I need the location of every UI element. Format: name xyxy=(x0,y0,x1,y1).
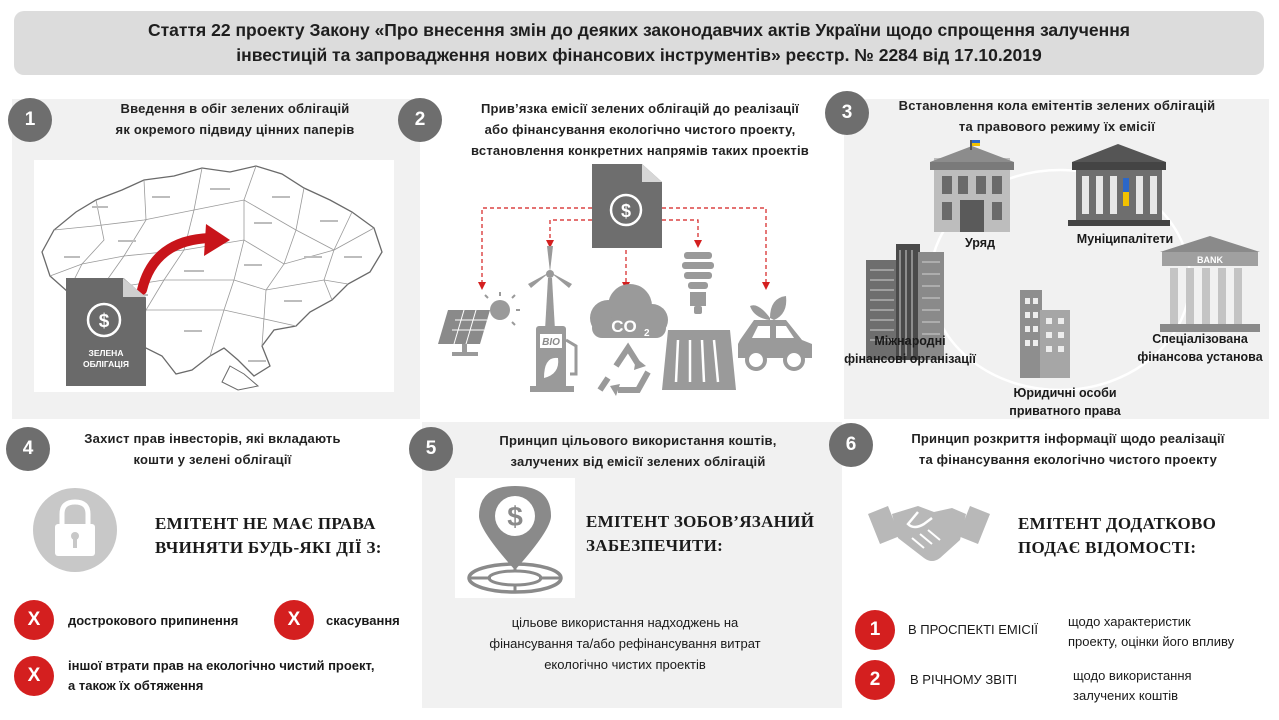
item-1-text: щодо характеристик проекту, оцінки його впливу xyxy=(1068,614,1235,649)
svg-text:$: $ xyxy=(507,501,523,532)
item-early-termination: дострокового припинення xyxy=(68,613,239,628)
item-other-loss: іншої втрати прав на екологічно чистий проект, а також їх обтяження xyxy=(68,658,375,693)
title-line-2: інвестицій та запровадження нових фінансових інструментів» реєстр. № 2284 від 17.10.2019 xyxy=(236,45,1042,65)
project-directions-diagram xyxy=(440,160,830,400)
svg-text:$: $ xyxy=(620,201,632,221)
private-company-building-icon xyxy=(1020,290,1070,378)
section-6-title: Принцип розкриття інформації щодо реалізації та фінансування екологічно чистого проекту xyxy=(911,431,1225,467)
title-line-1: Стаття 22 проекту Закону «Про внесення змін до деяких законодавчих актів України щодо спрощення залучення xyxy=(147,20,1131,40)
issuer-government: Уряд xyxy=(965,236,995,250)
section-4-title: Захист прав інвесторів, які вкладають кошти у зелені облігації xyxy=(84,431,341,467)
item-cancellation: скасування xyxy=(326,613,400,628)
x-mark-cancellation: X xyxy=(274,600,314,640)
svg-text:BANK: BANK xyxy=(1197,255,1223,265)
government-building-icon xyxy=(930,140,1014,232)
item-2-label: В РІЧНОМУ ЗВІТІ xyxy=(910,672,1018,687)
section-5-heading: ЕМІТЕНТ ЗОБОВ’ЯЗАНИЙ ЗАБЕЗПЕЧИТИ: xyxy=(586,512,815,555)
svg-text:2: 2 xyxy=(644,328,650,339)
section-5-number: 5 xyxy=(409,427,453,471)
location-dollar-icon xyxy=(455,478,575,598)
handshake-icon xyxy=(868,500,990,570)
section-6-heading: ЕМІТЕНТ ДОДАТКОВО ПОДАЄ ВІДОМОСТІ: xyxy=(1018,514,1217,557)
bank-building-icon xyxy=(1160,236,1260,332)
section-1-number: 1 xyxy=(8,98,52,142)
item-1-label: В ПРОСПЕКТІ ЕМІСІЇ xyxy=(908,622,1038,637)
lock-icon xyxy=(30,488,130,578)
issuer-specialized: Спеціалізована фінансова установа xyxy=(1137,332,1263,364)
section-3-title: Встановлення кола емітентів зелених облігацій та правового режиму їх емісії xyxy=(898,98,1216,134)
section-1-title: Введення в обіг зелених облігацій як окремого підвиду цінних паперів xyxy=(115,101,355,137)
item-2-number: 2 xyxy=(855,660,895,700)
section-3-number: 3 xyxy=(825,91,869,135)
issuer-private: Юридичні особи приватного права xyxy=(1009,386,1121,418)
ukraine-map xyxy=(34,160,394,392)
svg-text:CO: CO xyxy=(611,317,637,336)
issuer-international: Міжнародні фінансові організації xyxy=(844,334,976,366)
page-title xyxy=(14,11,1264,75)
section-2-title: Прив’язка емісії зелених облігацій до реалізації або фінансування екологічно чистого проекту, встановлення конкретних напрямів таких проектів xyxy=(471,101,809,158)
municipality-building-icon xyxy=(1068,144,1170,226)
section-4-number: 4 xyxy=(6,427,50,471)
section-5-title: Принцип цільового використання коштів, залучених від емісії зелених облігацій xyxy=(499,433,777,469)
issuer-municipalities: Муніципалітети xyxy=(1076,232,1174,246)
svg-text:$: $ xyxy=(98,311,110,332)
section-2-number: 2 xyxy=(398,98,442,142)
x-mark-other-loss: X xyxy=(14,656,54,696)
section-6-number: 6 xyxy=(829,423,873,467)
item-1-number: 1 xyxy=(855,610,895,650)
green-bond-label: ЗЕЛЕНА ОБЛІГАЦІЯ xyxy=(83,348,129,369)
issuers-diagram xyxy=(860,140,1270,410)
section-4-heading: ЕМІТЕНТ НЕ МАЄ ПРАВА ВЧИНЯТИ БУДЬ-ЯКІ ДІЇ З: xyxy=(155,514,382,557)
x-mark-early-termination: X xyxy=(14,600,54,640)
item-2-text: щодо використання залучених коштів xyxy=(1073,668,1192,703)
section-5-text: цільове використання надходжень на фінансування та/або рефінансування витрат екологічно чистих проектів xyxy=(489,615,761,672)
svg-text:BIO: BIO xyxy=(542,337,560,348)
